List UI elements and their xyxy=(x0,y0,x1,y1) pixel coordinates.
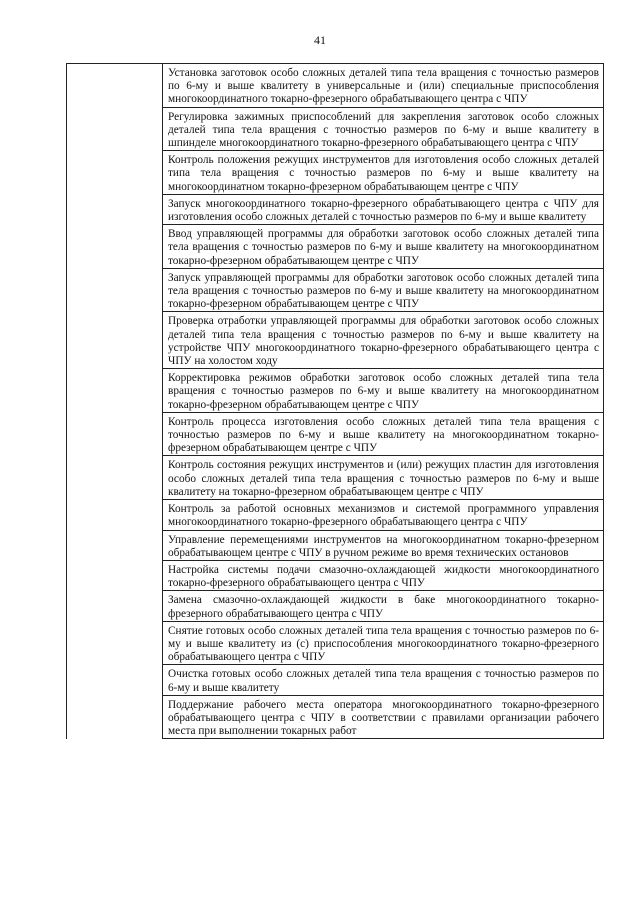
table-cell xyxy=(163,225,604,269)
row-text: Корректировка режимов обработки заготовок особо сложных деталей типа тела вращения с точностью размеров по 6-му и выше квалитету на многокоординатном токарно-фрезерном обрабатывающем центре с ЧПУ xyxy=(168,372,599,411)
row-text: Снятие готовых особо сложных деталей типа тела вращения с точностью размеров по 6-му и выше квалитету из (с) приспособления многокоординатного токарно-фрезерного обрабатывающего центра с ЧПУ xyxy=(168,624,599,664)
row-text: Контроль процесса изготовления особо сложных деталей типа тела вращения с точностью размеров по 6-му и выше квалитету на многокоординатном токарно-фрезерном обрабатывающем центре с ЧПУ xyxy=(168,415,599,455)
row-text: Контроль за работой основных механизмов и системой программного управления многокоординатного токарно-фрезерного обрабатывающего центра с ЧПУ xyxy=(168,503,599,529)
table-cell xyxy=(163,412,604,456)
row-text: Замена смазочно-охлаждающей жидкости в баке многокоординатного токарно-фрезерного обрабатывающего центра с ЧПУ xyxy=(168,594,599,620)
row-text: Установка заготовок особо сложных деталей типа тела вращения с точностью размеров по 6-му и выше квалитету в универсальные и (или) специальные приспособления многокоординатного токарно-фрезерного обрабатывающего центра с ЧПУ xyxy=(168,67,599,106)
row-text: Запуск многокоординатного токарно-фрезерного обрабатывающего центра с ЧПУ для изготовления особо сложных деталей с точностью размеров по 6-му и выше квалитету xyxy=(168,197,599,224)
row-text: Запуск управляющей программы для обработки заготовок особо сложных деталей типа тела вращения с точностью размеров по 6-му и выше квалитету на многокоординатном токарно-фрезерном обрабатывающем центре с ЧПУ xyxy=(168,271,599,311)
row-text: Проверка отработки управляющей программы для обработки заготовок особо сложных деталей типа тела вращения с точностью размеров по 6-му и выше квалитету на устройстве ЧПУ многокоординатного токарно-фрезерного обрабатывающего центра с ЧПУ на холостом ходу xyxy=(168,315,599,368)
table-cell xyxy=(163,500,604,530)
table-row xyxy=(67,64,604,108)
row-text: Управление перемещениями инструментов на многокоординатном токарно-фрезерном обрабатывающем центре с ЧПУ в ручном режиме во время технических остановов xyxy=(168,533,599,559)
table-cell xyxy=(163,591,604,621)
table-left-cell xyxy=(67,64,163,739)
row-text: Поддержание рабочего места оператора многокоординатного токарно-фрезерного обрабатывающего центра с ЧПУ в соответствии с правилами организации рабочего места при выполнении токарных работ xyxy=(168,698,599,738)
page-number: 41 xyxy=(314,33,326,47)
table-cell xyxy=(163,456,604,500)
row-text: Регулировка зажимных приспособлений для закрепления заготовок особо сложных деталей типа тела вращения с точностью размеров по 6-му и выше квалитету в шпинделе многокоординатного токарно-фрезерного обрабатывающего центра с ЧПУ xyxy=(168,110,599,150)
row-text: Контроль состояния режущих инструментов и (или) режущих пластин для изготовления особо сложных деталей типа тела вращения с точностью размеров по 6-му и выше квалитету на токарно-фрезерном обрабатывающем центре с ЧПУ xyxy=(168,459,599,498)
table-cell xyxy=(163,695,604,739)
table-cell xyxy=(163,268,604,312)
row-text: Контроль положения режущих инструментов для изготовления особо сложных деталей типа тела вращения с точностью размеров по 6-му и выше квалитету на многокоординатном токарно-фрезерном обрабатывающем центре с ЧПУ xyxy=(168,154,599,193)
table-cell xyxy=(163,665,604,695)
table-cell xyxy=(163,107,604,151)
table-cell xyxy=(163,194,604,224)
table-cell xyxy=(163,64,604,108)
table-cell xyxy=(163,151,604,195)
table-cell xyxy=(163,312,604,369)
row-text: Очистка готовых особо сложных деталей типа тела вращения с точностью размеров по 6-му и выше квалитету xyxy=(168,668,599,694)
row-text: Настройка системы подачи смазочно-охлаждающей жидкости многокоординатного токарно-фрезерного обрабатывающего центра с ЧПУ xyxy=(168,563,599,590)
table-cell xyxy=(163,369,604,413)
row-text: Ввод управляющей программы для обработки заготовок особо сложных деталей типа тела вращения с точностью размеров по 6-му и выше квалитету на многокоординатном токарно-фрезерном обрабатывающем центре с ЧПУ xyxy=(168,228,599,267)
table-cell xyxy=(163,560,604,590)
table-cell xyxy=(163,621,604,665)
labor-actions-table xyxy=(66,63,604,739)
table-cell xyxy=(163,530,604,560)
